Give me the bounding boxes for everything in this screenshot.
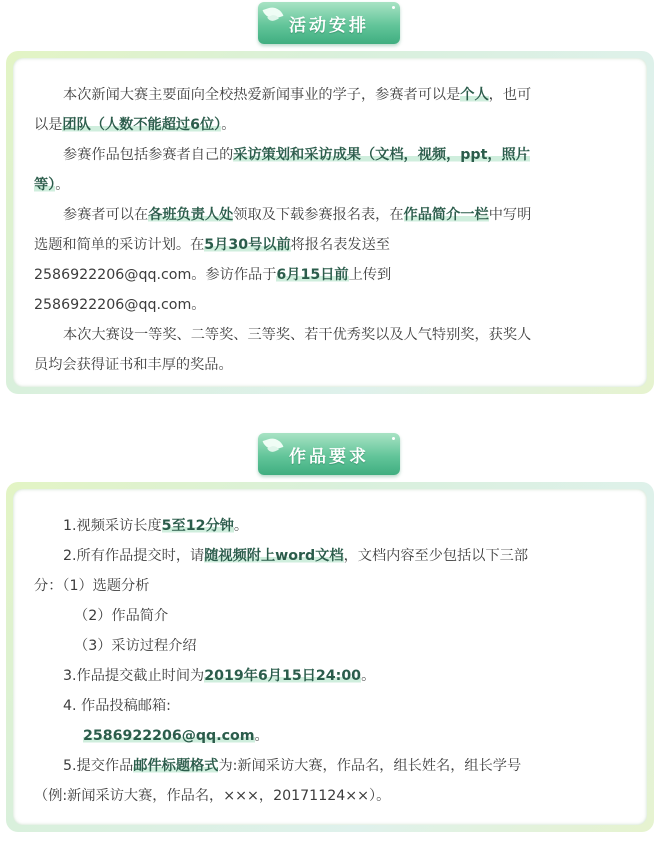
- requirement-2: [34, 541, 634, 571]
- text-span: 本次新闻大赛主要面向全校热爱新闻事业的学子，参赛者可以是: [63, 87, 461, 103]
- email-highlight: 2586922206@qq.com: [83, 728, 255, 744]
- text-span: 员均会获得证书和丰厚的奖品。: [34, 357, 233, 373]
- activity-paragraph-4: [34, 320, 634, 350]
- highlight-span: 5至12分钟: [161, 518, 234, 534]
- requirement-5-cont: [34, 781, 634, 811]
- requirement-5: [34, 751, 634, 781]
- text-span: 。: [233, 518, 249, 534]
- activity-paragraph-3-line3: [34, 260, 634, 290]
- text-span: ，文档内容至少包括以下三部: [343, 548, 529, 564]
- text-span: 3.作品提交截止时间为: [63, 668, 205, 684]
- highlight-span: 2019年6月15日24:00: [204, 668, 362, 684]
- text-span: 中写明: [488, 207, 532, 223]
- text-span: 。: [55, 177, 70, 193]
- text-span: （例:新闻采访大赛，作品名，×××，20171124××）。: [34, 788, 391, 804]
- text-span: 为:新闻采访大赛，作品名，组长姓名，组长学号: [218, 758, 522, 774]
- text-span: （2）作品简介: [74, 608, 169, 624]
- section-title-activity: [258, 2, 400, 44]
- highlight-span: 6月15日前: [276, 267, 349, 283]
- requirement-2-item-3: [34, 631, 634, 661]
- sparkle-icon: [392, 6, 395, 9]
- activity-paragraph-3: [34, 200, 634, 230]
- text-span: 以是: [34, 117, 63, 133]
- requirement-3: [34, 661, 634, 691]
- requirement-2-item-2: [34, 601, 634, 631]
- requirements-panel-content: [13, 489, 647, 825]
- text-span: ，也可: [488, 87, 532, 103]
- text-span: 5.提交作品: [63, 758, 134, 774]
- sparkle-icon: [392, 437, 395, 440]
- requirement-1: [34, 511, 634, 541]
- section-title-text: 作品要求: [289, 446, 369, 467]
- text-span: 参赛作品包括参赛者自己的: [63, 147, 234, 163]
- text-span: （3）采访过程介绍: [74, 638, 197, 654]
- highlight-span: 作品简介一栏: [403, 207, 489, 223]
- text-span: 将报名表发送至: [290, 237, 390, 253]
- text-span: 2586922206@qq.com。参访作品于: [34, 267, 277, 283]
- highlight-span: 各班负责人处: [148, 207, 234, 223]
- text-span: 2.所有作品提交时，请: [63, 548, 205, 564]
- text-span: 。: [361, 668, 376, 684]
- activity-paragraph-4-cont: [34, 350, 634, 380]
- highlight-span: 个人: [460, 87, 489, 103]
- text-span: 本次大赛设一等奖、二等奖、三等奖、若干优秀奖以及人气特别奖，获奖人: [63, 327, 532, 343]
- highlight-span: 5月30号以前: [204, 237, 291, 253]
- text-span: 选题和简单的采访计划。在: [34, 237, 205, 253]
- text-span: 。: [221, 117, 236, 133]
- requirement-4-email: [34, 721, 634, 751]
- text-span: 1.视频采访长度: [63, 518, 162, 534]
- text-span: 4. 作品投稿邮箱:: [63, 698, 171, 714]
- activity-paragraph-2: [34, 140, 634, 170]
- activity-paragraph-3-line4: [34, 290, 634, 320]
- section-title-text: 活动安排: [289, 15, 369, 36]
- activity-paragraph-2-cont: [34, 170, 634, 200]
- activity-paragraph-1: [34, 80, 634, 110]
- highlight-span: 邮件标题格式: [133, 758, 219, 774]
- text-span: 领取及下载参赛报名表，在: [233, 207, 404, 223]
- section-title-requirements: [258, 433, 400, 475]
- requirement-4: [34, 691, 634, 721]
- requirements-panel: [6, 482, 654, 832]
- text-span: 。: [254, 728, 269, 744]
- requirement-2-cont: [34, 571, 634, 601]
- highlight-span: 等）: [34, 177, 56, 193]
- text-span: 上传到: [348, 267, 392, 283]
- activity-paragraph-1-cont: [34, 110, 634, 140]
- highlight-span: 采访策划和采访成果（文档，视频，ppt，照片: [233, 147, 530, 163]
- highlight-span: 团队（人数不能超过6位）: [62, 117, 222, 133]
- text-span: 2586922206@qq.com。: [34, 297, 206, 313]
- activity-panel-content: [13, 58, 647, 387]
- highlight-span: 随视频附上word文档: [204, 548, 344, 564]
- activity-panel: [6, 51, 654, 394]
- activity-paragraph-3-line2: [34, 230, 634, 260]
- text-span: 参赛者可以在: [63, 207, 149, 223]
- text-span: 分：（1）选题分析: [34, 578, 150, 594]
